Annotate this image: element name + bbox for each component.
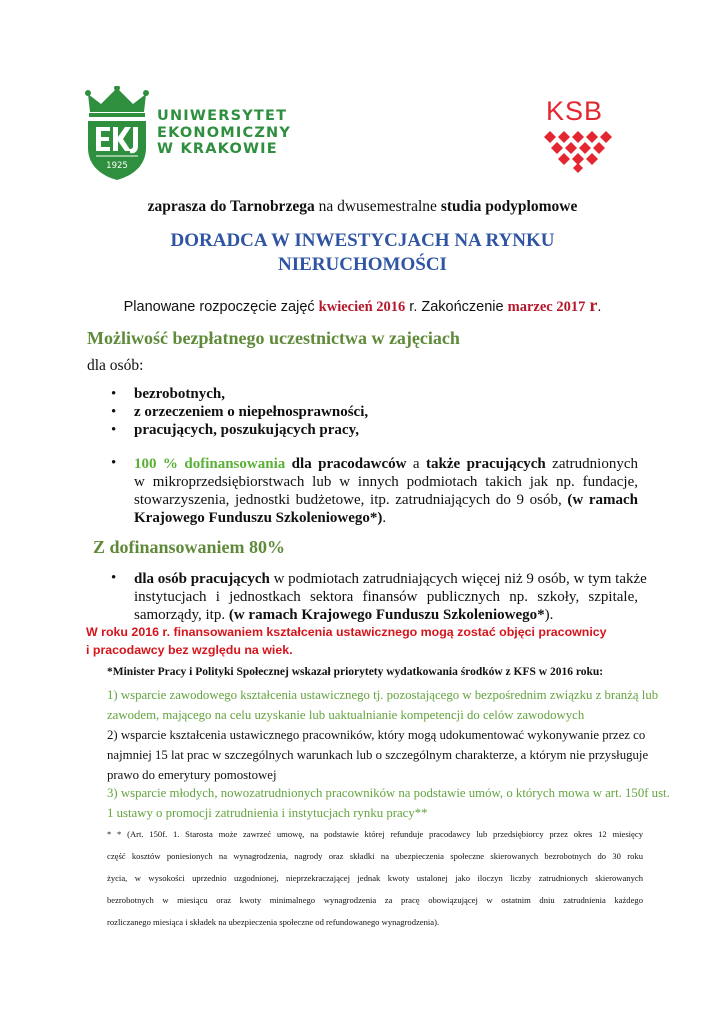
priority-1: [107, 685, 659, 725]
s2-text-1: w podmiotach zatrudniających więcej niż 9 osób, w tym także: [269, 571, 647, 587]
funding-line-4-bold: Krajowego Funduszu Szkoleniowego*): [134, 510, 383, 526]
priority-2-line-1: 2) wsparcie kształcenia ustawicznego pracowników, który mogą udokumentować wykonywanie przez co: [107, 728, 646, 742]
uek-logo: [84, 86, 294, 182]
eligibility-list: [108, 385, 628, 439]
intro-bold-1: zaprasza do Tarnobrzega: [147, 198, 315, 215]
funding-bold-1: dla pracodawców: [285, 456, 407, 472]
s2-line-2: instytucjach i jednostkach sektora finansów publicznych np. szkoły, szpitale,: [134, 589, 638, 605]
list-item-text: pracujących, poszukujących pracy,: [134, 422, 359, 438]
dates-mid-1: r. Zakończenie: [405, 299, 508, 315]
funding-line-3-bold: (w ramach: [567, 492, 638, 508]
section-2-bullet: •: [111, 570, 117, 586]
funding-line-2: w mikroprzedsiębiorstwach lub w innych podmiotach takich jak np. fundacje,: [134, 474, 638, 490]
ksb-wordmark: KSB: [546, 96, 604, 126]
svg-text:1925: 1925: [106, 161, 128, 171]
warning-line-1: W roku 2016 r. finansowaniem kształcenia ustawicznego mogą zostać objęci pracownicy: [86, 625, 607, 639]
funding-text-2: zatrudnionych: [545, 456, 638, 472]
priority-1-line-2: zawodem, mającego na celu uzyskanie lub uaktualnianie kompetencji do celów zawodowych: [107, 708, 585, 722]
funding-text-1: a: [406, 456, 426, 472]
list-item: • z orzeczeniem o niepełnosprawności,: [111, 404, 369, 420]
funding-line-1: [134, 455, 638, 473]
footnote: [107, 823, 643, 933]
priority-2: [107, 725, 649, 785]
course-title-line-2: NIERUCHOMOŚCI: [278, 254, 447, 275]
course-title-line-1: DORADCA W INWESTYCJACH NA RYNKU: [170, 230, 555, 251]
footnote-line: część kosztów poniesionych na wynagrodzenia, nagrody oraz składki na ubezpieczenia społeczne skierowanych bezrobotnych do 30 roku: [107, 851, 643, 861]
footnote-line: * * (Art. 150f. 1. Starosta może zawrzeć umowę, na podstawie której refunduje pracodawcy lub przedsiębiorcy przez okres 12 miesięcy: [107, 829, 643, 839]
priority-3-line-2: 1 ustawy o promocji zatrudnienia i instytucjach rynku pracy**: [107, 806, 428, 820]
intro-line: [0, 198, 725, 216]
ksb-logo: [544, 97, 612, 175]
minister-priorities-heading: *Minister Pracy i Polityki Społecznej wskazał priorytety wydatkowania środków z KFS w 2016 roku:: [107, 666, 604, 678]
age-warning: [86, 623, 642, 659]
funding-bold-2: także pracujących: [426, 456, 546, 472]
dates-pre: Planowane rozpoczęcie zajęć: [123, 299, 319, 315]
s2-bold-1: dla osób pracujących: [134, 571, 270, 587]
s2-line-3-bold: (w ramach Krajowego Funduszu Szkoleniowego*: [228, 607, 545, 623]
priority-3-line-1: 3) wsparcie młodych, nowozatrudnionych pracowników na podstawie umów, o których mowa w art. 150f ust.: [107, 786, 670, 800]
funding-line-3-text: stowarzyszenia, jednostki budżetowe, itp. zatrudniających do 9 osób,: [134, 492, 568, 508]
s2-line-3-end: ).: [544, 607, 554, 623]
priority-2-line-3: prawo do emerytury pomostowej: [107, 768, 277, 782]
end-date-r: r: [589, 295, 598, 315]
footnote-line: bezrobotnych w miesiącu oraz kwoty minimalnego wynagrodzenia za pracę obowiązującej w ostatnim dniu zatrudnienia każdego: [107, 895, 643, 905]
list-item: • pracujących, poszukujących pracy,: [111, 422, 359, 438]
course-title: [0, 229, 725, 277]
funding-bullet: •: [111, 455, 117, 471]
list-item-text: bezrobotnych,: [134, 386, 225, 402]
dates-line: [0, 295, 725, 316]
uek-line-2: EKONOMICZNY: [157, 124, 292, 141]
uek-emblem-icon: [84, 86, 150, 182]
uek-line-3: W KRAKOWIE: [157, 141, 278, 157]
section-2-heading: Z dofinansowaniem 80%: [93, 537, 286, 557]
intro-bold-2: studia podyplomowe: [440, 198, 578, 215]
list-item-text: z orzeczeniem o niepełnosprawności,: [134, 404, 369, 420]
funding-line-3: [134, 491, 638, 509]
funding-highlight: 100 % dofinansowania: [134, 456, 286, 472]
ksb-diamond-pattern-icon: [544, 131, 612, 175]
for-whom-label: dla osób:: [87, 357, 144, 374]
warning-line-2: i pracodawcy bez względu na wiek.: [86, 643, 293, 657]
priority-2-line-2: najmniej 15 lat prac w szczególnych warunkach lub o szczególnym charakterze, a którym nie przysługuje: [107, 748, 649, 762]
funding-line-4-end: .: [382, 510, 387, 526]
priority-3: [107, 783, 670, 823]
priority-1-line-1: 1) wsparcie zawodowego kształcenia ustawicznego tj. pozostającego w bezpośrednim związku z branżą lub: [107, 688, 659, 702]
section-2-paragraph: [134, 570, 647, 624]
dates-dot: .: [597, 299, 602, 315]
footnote-line: życia, w wysokości uprzednio uzgodnionej, nieprzekraczającej jednak kwoty ustalonej jako iloczyn liczby zatrudnionych skierowanych: [107, 873, 643, 883]
footnote-line: rozliczanego miesiąca i składek na ubezpieczenia społeczne od refundowanego wynagrodzenia).: [107, 917, 440, 927]
s2-line-3: [134, 606, 638, 624]
start-date: kwiecień 2016: [318, 299, 406, 315]
end-date: marzec 2017: [507, 299, 586, 315]
uek-name: [157, 108, 291, 158]
funding-paragraph: [134, 455, 638, 527]
funding-line-4: [134, 509, 638, 527]
uek-line-1: UNIWERSYTET: [157, 108, 288, 124]
list-item: • bezrobotnych,: [111, 386, 225, 402]
s2-line-1: [134, 570, 647, 588]
section-1-heading: Możliwość bezpłatnego uczestnictwa w zajęciach: [87, 328, 460, 348]
s2-line-3-text: samorządy, itp.: [134, 607, 229, 623]
intro-mid: na dwusemestralne: [314, 198, 441, 215]
